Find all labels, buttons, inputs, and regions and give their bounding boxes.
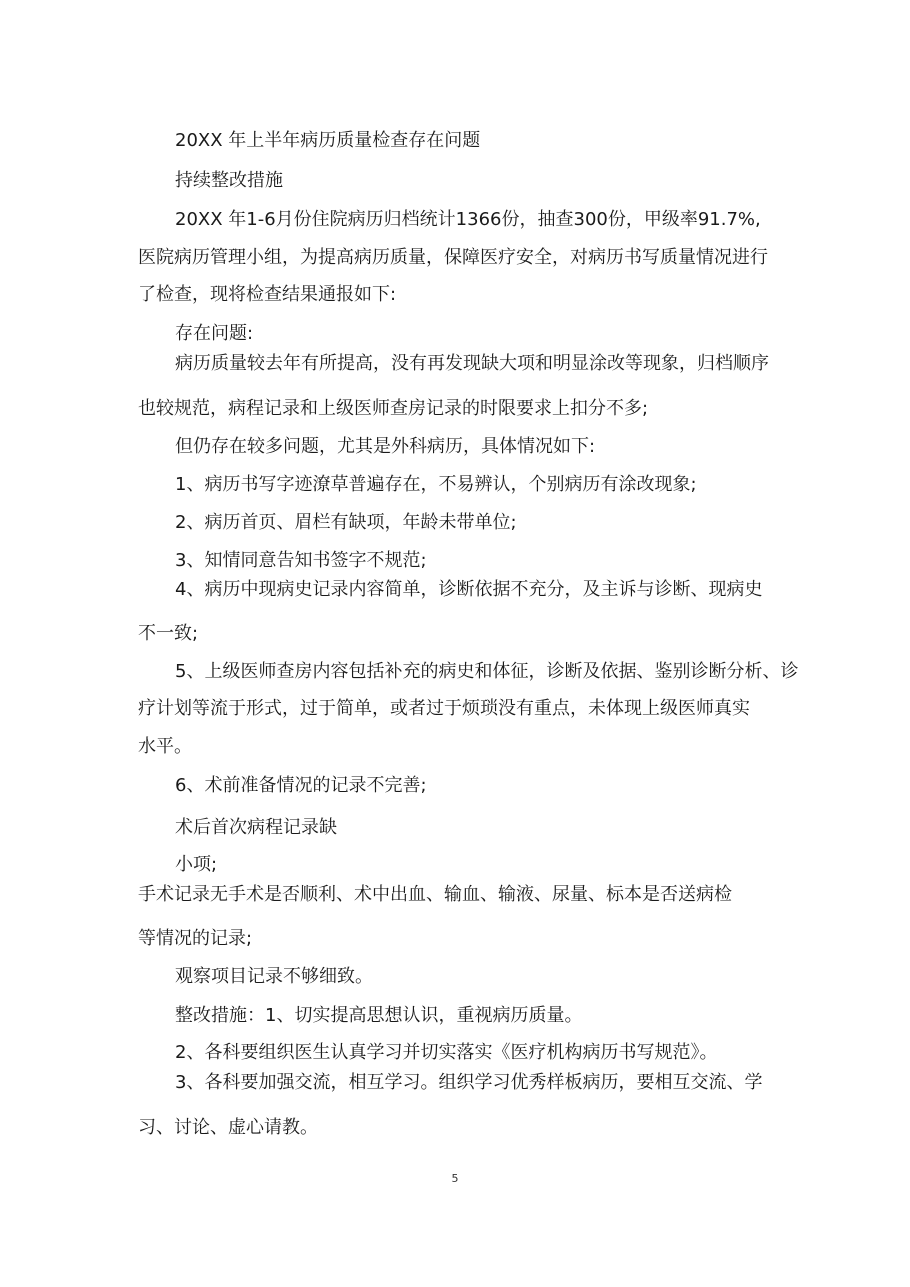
paragraph-line: 等情况的记录; bbox=[138, 928, 253, 949]
paragraph-line: 了检查，现将检查结果通报如下: bbox=[138, 284, 397, 305]
section-heading: 整改措施：1、切实提高思想认识，重视病历质量。 bbox=[175, 1005, 583, 1026]
list-item: 1、病历书写字迹潦草普遍存在，不易辨认，个别病历有涂改现象; bbox=[175, 474, 697, 495]
list-item: 2、病历首页、眉栏有缺项，年龄未带单位; bbox=[175, 512, 517, 533]
list-item: 6、术前准备情况的记录不完善; bbox=[175, 775, 427, 796]
section-heading: 持续整改措施 bbox=[175, 170, 283, 191]
paragraph-line: 术后首次病程记录缺 bbox=[175, 817, 337, 838]
paragraph-line: 但仍存在较多问题，尤其是外科病历，具体情况如下: bbox=[175, 436, 596, 457]
paragraph-line: 手术记录无手术是否顺利、术中出血、输血、输液、尿量、标本是否送病检 bbox=[138, 884, 732, 905]
list-item: 3、知情同意告知书签字不规范; bbox=[175, 550, 427, 571]
list-item: 5、上级医师查房内容包括补充的病史和体征，诊断及依据、鉴别诊断分析、诊 bbox=[175, 661, 799, 682]
list-item: 2、各科要组织医生认真学习并切实落实《医疗机构病历书写规范》。 bbox=[175, 1042, 718, 1063]
paragraph-line: 医院病历管理小组，为提高病历质量，保障医疗安全，对病历书写质量情况进行 bbox=[138, 247, 768, 268]
list-item: 水平。 bbox=[138, 736, 192, 757]
section-heading: 存在问题: bbox=[175, 323, 254, 344]
paragraph-line: 小项; bbox=[175, 854, 218, 875]
list-item: 疗计划等流于形式，过于简单，或者过于烦琐没有重点，未体现上级医师真实 bbox=[138, 698, 750, 719]
document-title: 20XX 年上半年病历质量检查存在问题 bbox=[175, 130, 481, 151]
list-item: 习、讨论、虚心请教。 bbox=[138, 1117, 318, 1138]
page-number: 5 bbox=[451, 1172, 459, 1185]
paragraph-line: 也较规范，病程记录和上级医师查房记录的时限要求上扣分不多; bbox=[138, 398, 649, 419]
paragraph-line: 20XX 年1-6月份住院病历归档统计1366份，抽查300份，甲级率91.7%, bbox=[175, 209, 761, 230]
list-item: 不一致; bbox=[138, 623, 199, 644]
paragraph-line: 病历质量较去年有所提高，没有再发现缺大项和明显涂改等现象，归档顺序 bbox=[175, 353, 769, 374]
list-item: 3、各科要加强交流，相互学习。组织学习优秀样板病历，要相互交流、学 bbox=[175, 1072, 763, 1093]
list-item: 4、病历中现病史记录内容简单，诊断依据不充分，及主诉与诊断、现病史 bbox=[175, 579, 763, 600]
paragraph-line: 观察项目记录不够细致。 bbox=[175, 966, 373, 987]
